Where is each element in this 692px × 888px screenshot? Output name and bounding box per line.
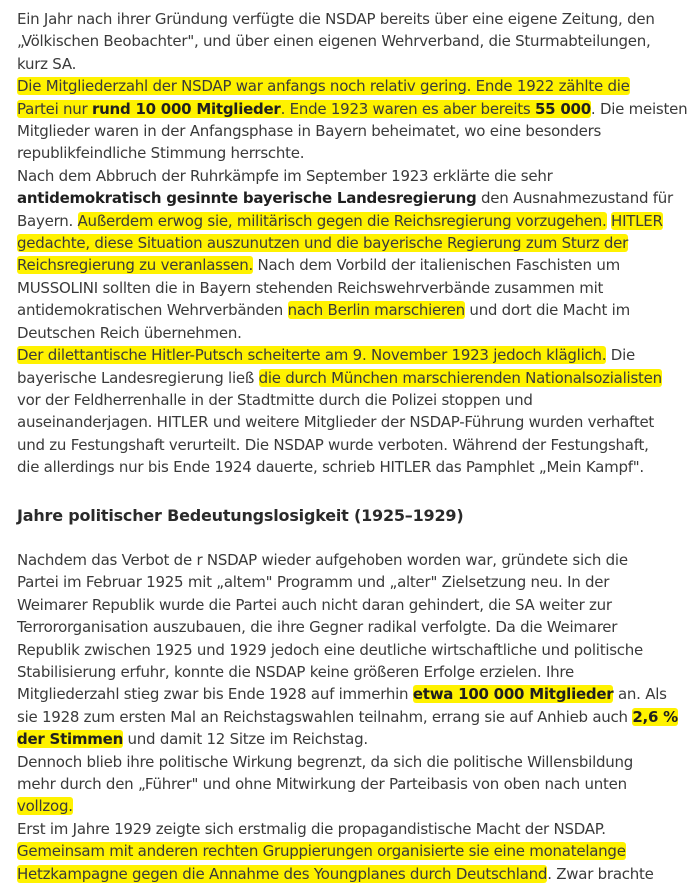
text-line: Terrororganisation auszubauen, die ihre Gegner radikal verfolgte. Da die Weimarer: [17, 618, 618, 637]
text-line: Reichsregierung zu veranlassen. Nach dem Vorbild der italienischen Faschisten um: [17, 256, 620, 275]
text-line: republikfeindliche Stimmung herrschte.: [17, 144, 305, 163]
text-line: Republik zwischen 1925 und 1929 jedoch eine deutliche wirtschaftliche und politische: [17, 640, 644, 659]
paragraph-nsdap-early-years: [17, 8, 688, 479]
text-line: bayerische Landesregierung ließ die durch München marschierenden Nationalsozialisten: [17, 368, 662, 387]
text-line: [17, 795, 677, 817]
text-line: Mitglieder waren in der Anfangsphase in Bayern beheimatet, wo eine besonders: [17, 122, 602, 141]
section-heading: Jahre politischer Bedeutungslosigkeit (1925–1929): [17, 506, 464, 525]
text-line: Dennoch blieb ihre politische Wirkung begrenzt, da sich die politische Willensbildung: [17, 752, 634, 771]
highlight-bold: etwa 100 000 Mitglieder: [412, 685, 614, 704]
highlight: Der dilettantische Hitler-Putsch scheiterte am 9. November 1923 jedoch kläglich.: [17, 346, 607, 365]
paragraph-political-insignificance: [17, 549, 677, 885]
text-line: kurz SA.: [17, 54, 77, 73]
text-line: sie 1928 zum ersten Mal an Reichstagswahlen teilnahm, errang sie auf Anhieb auch 2,6 %: [17, 707, 678, 726]
highlight: Die Mitgliederzahl der NSDAP war anfangs noch relativ gering. Ende 1922 zählte die: [17, 77, 630, 96]
text-line: Hetzkampagne gegen die Annahme des Youngplanes durch Deutschland. Zwar brachte: [17, 864, 654, 883]
highlight: Reichsregierung zu veranlassen.: [17, 256, 254, 275]
highlight: HITLER: [611, 211, 663, 230]
text-line: „Völkischen Beobachter", und über einen eigenen Wehrverband, die Sturmabteilungen,: [17, 32, 651, 51]
text-line: auseinanderjagen. HITLER und weitere Mitglieder der NSDAP-Führung wurden verhaftet: [17, 413, 655, 432]
text-line: Weimarer Republik wurde die Partei auch nicht daran gehindert, die SA weiter zur: [17, 595, 612, 614]
text-line: [17, 75, 677, 97]
highlight: Partei nur rund 10 000 Mitglieder. Ende 1923 waren es aber bereits 55 000: [17, 99, 591, 118]
text-line: Stabilisierung erfuhr, konnte die NSDAP keine größeren Erfolge erzielen. Ihre: [17, 663, 574, 682]
text-line: Erst im Jahre 1929 zeigte sich erstmalig die propagandistische Macht der NSDAP.: [17, 819, 606, 838]
highlight: die durch München marschierenden Nationalsozialisten: [258, 368, 662, 387]
highlight: vollzog.: [17, 797, 73, 816]
text-line: [17, 840, 677, 862]
text-line: [17, 232, 677, 254]
highlight-bold: 2,6 %: [632, 707, 678, 726]
bold-term: antidemokratisch gesinnte bayerische Landesregierung: [17, 189, 477, 208]
highlight: gedachte, diese Situation auszunutzen und die bayerische Regierung zum Sturz der: [17, 234, 628, 253]
text-line: mehr durch den „Führer" und ohne Mitwirkung der Parteibasis von oben nach unten: [17, 775, 627, 794]
text-line: Deutschen Reich übernehmen.: [17, 323, 242, 342]
text-line: der Stimmen und damit 12 Sitze im Reichstag.: [17, 730, 368, 749]
text-line: Der dilettantische Hitler-Putsch scheiterte am 9. November 1923 jedoch kläglich. Die: [17, 346, 635, 365]
text-line: Bayern. Außerdem erwog sie, militärisch gegen die Reichsregierung vorzugehen. HITLER: [17, 211, 663, 230]
text-line: Partei nur rund 10 000 Mitglieder. Ende 1923 waren es aber bereits 55 000. Die meisten: [17, 99, 688, 118]
text-line: antidemokratischen Wehrverbänden nach Berlin marschieren und dort die Macht im: [17, 301, 630, 320]
text-line: antidemokratisch gesinnte bayerische Landesregierung den Ausnahmezustand für: [17, 189, 673, 208]
text-line: und zu Festungshaft verurteilt. Die NSDAP wurde verboten. Während der Festungshaft,: [17, 435, 649, 454]
text-line: MUSSOLINI sollten die in Bayern stehenden Reichswehrverbände zusammen mit: [17, 278, 604, 297]
text-line: Partei im Februar 1925 mit „altem" Programm und „alter" Zielsetzung neu. In der: [17, 573, 610, 592]
text-line: Nach dem Abbruch der Ruhrkämpfe im September 1923 erklärte die sehr: [17, 166, 553, 185]
text-line: Ein Jahr nach ihrer Gründung verfügte die NSDAP bereits über eine eigene Zeitung, den: [17, 10, 655, 28]
highlight: nach Berlin marschieren: [287, 301, 465, 320]
bold-term: rund 10 000 Mitglieder: [91, 99, 281, 118]
text-line: die allerdings nur bis Ende 1924 dauerte, schrieb HITLER das Pamphlet „Mein Kampf".: [17, 458, 644, 477]
highlight: Außerdem erwog sie, militärisch gegen die Reichsregierung vorzugehen.: [77, 211, 607, 230]
highlight: Gemeinsam mit anderen rechten Gruppierungen organisierte sie eine monatelange: [17, 842, 626, 861]
highlight: Hetzkampagne gegen die Annahme des Youngplanes durch Deutschland: [17, 864, 548, 883]
bold-term: 55 000: [535, 99, 591, 118]
text-line: Mitgliederzahl stieg zwar bis Ende 1928 auf immerhin etwa 100 000 Mitglieder an. Als: [17, 685, 667, 704]
text-line: vor der Feldherrenhalle in der Stadtmitte durch die Polizei stoppen und: [17, 390, 533, 409]
text-line: Nachdem das Verbot de r NSDAP wieder aufgehoben worden war, gründete sich die: [17, 551, 628, 569]
highlight-bold: der Stimmen: [17, 730, 124, 749]
